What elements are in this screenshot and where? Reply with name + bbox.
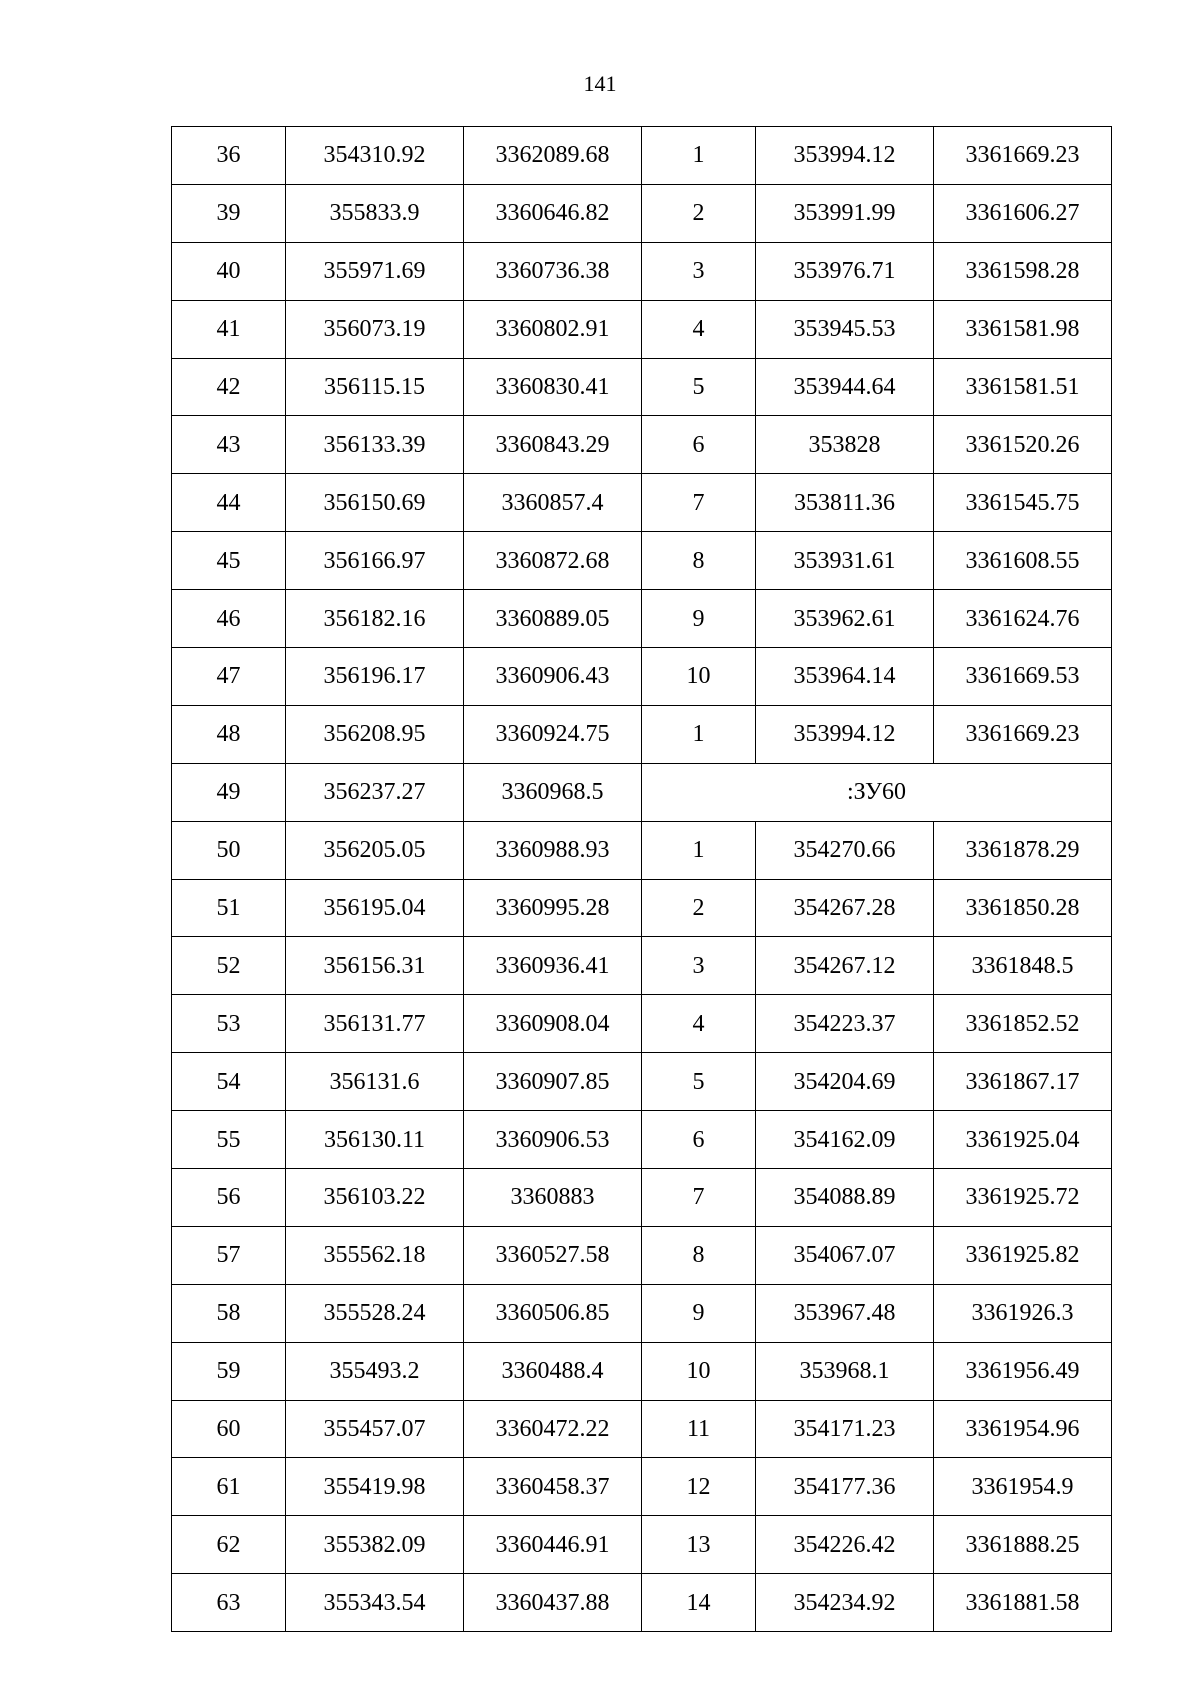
y-coordinate-cell: 3362089.68 <box>464 127 642 185</box>
point-number-cell: 13 <box>642 1516 756 1574</box>
y-coordinate-cell: 3360646.82 <box>464 184 642 242</box>
x-coordinate-cell: 355343.54 <box>286 1574 464 1632</box>
y-coordinate-cell: 3360995.28 <box>464 879 642 937</box>
x-coordinate-cell: 353968.1 <box>756 1342 934 1400</box>
page-number: 141 <box>583 71 617 96</box>
x-coordinate-cell: 354088.89 <box>756 1169 934 1227</box>
x-coordinate-cell: 354204.69 <box>756 1053 934 1111</box>
point-number-cell: 60 <box>172 1400 286 1458</box>
point-number-cell: 54 <box>172 1053 286 1111</box>
point-number-cell: 9 <box>642 590 756 648</box>
table-row <box>172 127 1112 185</box>
table-row <box>172 1284 1112 1342</box>
y-coordinate-cell: 3361852.52 <box>934 995 1112 1053</box>
table-row <box>172 1226 1112 1284</box>
y-coordinate-cell: 3361669.53 <box>934 648 1112 706</box>
table-row <box>172 1458 1112 1516</box>
x-coordinate-cell: 353964.14 <box>756 648 934 706</box>
table-row <box>172 474 1112 532</box>
x-coordinate-cell: 356208.95 <box>286 705 464 763</box>
y-coordinate-cell: 3361598.28 <box>934 242 1112 300</box>
point-number-cell: 5 <box>642 358 756 416</box>
point-number-cell: 52 <box>172 937 286 995</box>
x-coordinate-cell: 355493.2 <box>286 1342 464 1400</box>
y-coordinate-cell: 3360506.85 <box>464 1284 642 1342</box>
coordinates-table-body <box>172 127 1112 1632</box>
x-coordinate-cell: 356205.05 <box>286 821 464 879</box>
table-row <box>172 242 1112 300</box>
table-row <box>172 1574 1112 1632</box>
point-number-cell: 49 <box>172 763 286 821</box>
coordinates-table <box>171 126 1112 1632</box>
table-row <box>172 416 1112 474</box>
table-row <box>172 1053 1112 1111</box>
x-coordinate-cell: 354234.92 <box>756 1574 934 1632</box>
x-coordinate-cell: 354267.12 <box>756 937 934 995</box>
x-coordinate-cell: 354067.07 <box>756 1226 934 1284</box>
x-coordinate-cell: 355419.98 <box>286 1458 464 1516</box>
table-row <box>172 590 1112 648</box>
x-coordinate-cell: 356103.22 <box>286 1169 464 1227</box>
x-coordinate-cell: 353994.12 <box>756 705 934 763</box>
y-coordinate-cell: 3360472.22 <box>464 1400 642 1458</box>
x-coordinate-cell: 353944.64 <box>756 358 934 416</box>
y-coordinate-cell: 3360988.93 <box>464 821 642 879</box>
point-number-cell: 61 <box>172 1458 286 1516</box>
y-coordinate-cell: 3361669.23 <box>934 705 1112 763</box>
y-coordinate-cell: 3361926.3 <box>934 1284 1112 1342</box>
y-coordinate-cell: 3361606.27 <box>934 184 1112 242</box>
y-coordinate-cell: 3360889.05 <box>464 590 642 648</box>
y-coordinate-cell: 3361925.04 <box>934 1111 1112 1169</box>
point-number-cell: 6 <box>642 1111 756 1169</box>
point-number-cell: 55 <box>172 1111 286 1169</box>
y-coordinate-cell: 3361956.49 <box>934 1342 1112 1400</box>
y-coordinate-cell: 3361669.23 <box>934 127 1112 185</box>
x-coordinate-cell: 356133.39 <box>286 416 464 474</box>
y-coordinate-cell: 3360488.4 <box>464 1342 642 1400</box>
x-coordinate-cell: 354223.37 <box>756 995 934 1053</box>
y-coordinate-cell: 3360437.88 <box>464 1574 642 1632</box>
y-coordinate-cell: 3361608.55 <box>934 532 1112 590</box>
table-row <box>172 763 1112 821</box>
table-row <box>172 1342 1112 1400</box>
x-coordinate-cell: 353945.53 <box>756 300 934 358</box>
y-coordinate-cell: 3361878.29 <box>934 821 1112 879</box>
table-row <box>172 358 1112 416</box>
y-coordinate-cell: 3360872.68 <box>464 532 642 590</box>
table-row <box>172 648 1112 706</box>
point-number-cell: 6 <box>642 416 756 474</box>
point-number-cell: 8 <box>642 1226 756 1284</box>
y-coordinate-cell: 3361520.26 <box>934 416 1112 474</box>
table-row <box>172 300 1112 358</box>
point-number-cell: 2 <box>642 879 756 937</box>
x-coordinate-cell: 355971.69 <box>286 242 464 300</box>
x-coordinate-cell: 353931.61 <box>756 532 934 590</box>
y-coordinate-cell: 3361888.25 <box>934 1516 1112 1574</box>
x-coordinate-cell: 353962.61 <box>756 590 934 648</box>
point-number-cell: 36 <box>172 127 286 185</box>
y-coordinate-cell: 3360736.38 <box>464 242 642 300</box>
point-number-cell: 46 <box>172 590 286 648</box>
point-number-cell: 10 <box>642 1342 756 1400</box>
table-row <box>172 821 1112 879</box>
x-coordinate-cell: 354171.23 <box>756 1400 934 1458</box>
y-coordinate-cell: 3361624.76 <box>934 590 1112 648</box>
point-number-cell: 4 <box>642 300 756 358</box>
y-coordinate-cell: 3360446.91 <box>464 1516 642 1574</box>
point-number-cell: 7 <box>642 474 756 532</box>
parcel-label-cell: :ЗУ60 <box>642 763 1112 821</box>
point-number-cell: 3 <box>642 937 756 995</box>
point-number-cell: 59 <box>172 1342 286 1400</box>
y-coordinate-cell: 3360906.43 <box>464 648 642 706</box>
point-number-cell: 44 <box>172 474 286 532</box>
x-coordinate-cell: 355382.09 <box>286 1516 464 1574</box>
x-coordinate-cell: 356073.19 <box>286 300 464 358</box>
y-coordinate-cell: 3360527.58 <box>464 1226 642 1284</box>
point-number-cell: 1 <box>642 821 756 879</box>
point-number-cell: 2 <box>642 184 756 242</box>
y-coordinate-cell: 3361850.28 <box>934 879 1112 937</box>
x-coordinate-cell: 356156.31 <box>286 937 464 995</box>
point-number-cell: 63 <box>172 1574 286 1632</box>
point-number-cell: 48 <box>172 705 286 763</box>
y-coordinate-cell: 3360936.41 <box>464 937 642 995</box>
point-number-cell: 42 <box>172 358 286 416</box>
y-coordinate-cell: 3360843.29 <box>464 416 642 474</box>
y-coordinate-cell: 3361581.98 <box>934 300 1112 358</box>
point-number-cell: 1 <box>642 705 756 763</box>
y-coordinate-cell: 3360458.37 <box>464 1458 642 1516</box>
point-number-cell: 56 <box>172 1169 286 1227</box>
x-coordinate-cell: 354226.42 <box>756 1516 934 1574</box>
point-number-cell: 53 <box>172 995 286 1053</box>
point-number-cell: 7 <box>642 1169 756 1227</box>
x-coordinate-cell: 354162.09 <box>756 1111 934 1169</box>
x-coordinate-cell: 355528.24 <box>286 1284 464 1342</box>
table-row <box>172 705 1112 763</box>
point-number-cell: 50 <box>172 821 286 879</box>
y-coordinate-cell: 3360857.4 <box>464 474 642 532</box>
y-coordinate-cell: 3360907.85 <box>464 1053 642 1111</box>
x-coordinate-cell: 354270.66 <box>756 821 934 879</box>
point-number-cell: 51 <box>172 879 286 937</box>
table-row <box>172 1111 1112 1169</box>
x-coordinate-cell: 355457.07 <box>286 1400 464 1458</box>
x-coordinate-cell: 356131.6 <box>286 1053 464 1111</box>
table-row <box>172 532 1112 590</box>
x-coordinate-cell: 356166.97 <box>286 532 464 590</box>
point-number-cell: 58 <box>172 1284 286 1342</box>
y-coordinate-cell: 3361925.82 <box>934 1226 1112 1284</box>
y-coordinate-cell: 3360908.04 <box>464 995 642 1053</box>
table-row <box>172 879 1112 937</box>
x-coordinate-cell: 353994.12 <box>756 127 934 185</box>
y-coordinate-cell: 3360883 <box>464 1169 642 1227</box>
x-coordinate-cell: 356196.17 <box>286 648 464 706</box>
point-number-cell: 14 <box>642 1574 756 1632</box>
point-number-cell: 1 <box>642 127 756 185</box>
x-coordinate-cell: 356130.11 <box>286 1111 464 1169</box>
point-number-cell: 10 <box>642 648 756 706</box>
point-number-cell: 8 <box>642 532 756 590</box>
y-coordinate-cell: 3360830.41 <box>464 358 642 416</box>
x-coordinate-cell: 354267.28 <box>756 879 934 937</box>
point-number-cell: 43 <box>172 416 286 474</box>
x-coordinate-cell: 354310.92 <box>286 127 464 185</box>
x-coordinate-cell: 356150.69 <box>286 474 464 532</box>
y-coordinate-cell: 3361954.9 <box>934 1458 1112 1516</box>
point-number-cell: 41 <box>172 300 286 358</box>
y-coordinate-cell: 3361545.75 <box>934 474 1112 532</box>
point-number-cell: 62 <box>172 1516 286 1574</box>
table-row <box>172 937 1112 995</box>
x-coordinate-cell: 353811.36 <box>756 474 934 532</box>
x-coordinate-cell: 356131.77 <box>286 995 464 1053</box>
y-coordinate-cell: 3361848.5 <box>934 937 1112 995</box>
y-coordinate-cell: 3361867.17 <box>934 1053 1112 1111</box>
table-row <box>172 995 1112 1053</box>
point-number-cell: 12 <box>642 1458 756 1516</box>
point-number-cell: 11 <box>642 1400 756 1458</box>
point-number-cell: 39 <box>172 184 286 242</box>
table-row <box>172 1516 1112 1574</box>
x-coordinate-cell: 353976.71 <box>756 242 934 300</box>
x-coordinate-cell: 353967.48 <box>756 1284 934 1342</box>
point-number-cell: 9 <box>642 1284 756 1342</box>
y-coordinate-cell: 3361925.72 <box>934 1169 1112 1227</box>
x-coordinate-cell: 356195.04 <box>286 879 464 937</box>
point-number-cell: 57 <box>172 1226 286 1284</box>
point-number-cell: 5 <box>642 1053 756 1111</box>
y-coordinate-cell: 3360802.91 <box>464 300 642 358</box>
x-coordinate-cell: 353991.99 <box>756 184 934 242</box>
x-coordinate-cell: 356115.15 <box>286 358 464 416</box>
point-number-cell: 47 <box>172 648 286 706</box>
y-coordinate-cell: 3361581.51 <box>934 358 1112 416</box>
point-number-cell: 40 <box>172 242 286 300</box>
x-coordinate-cell: 355562.18 <box>286 1226 464 1284</box>
y-coordinate-cell: 3360906.53 <box>464 1111 642 1169</box>
table-row <box>172 184 1112 242</box>
point-number-cell: 3 <box>642 242 756 300</box>
point-number-cell: 4 <box>642 995 756 1053</box>
y-coordinate-cell: 3361954.96 <box>934 1400 1112 1458</box>
x-coordinate-cell: 353828 <box>756 416 934 474</box>
y-coordinate-cell: 3361881.58 <box>934 1574 1112 1632</box>
table-row <box>172 1400 1112 1458</box>
x-coordinate-cell: 356237.27 <box>286 763 464 821</box>
y-coordinate-cell: 3360968.5 <box>464 763 642 821</box>
table-row <box>172 1169 1112 1227</box>
x-coordinate-cell: 354177.36 <box>756 1458 934 1516</box>
y-coordinate-cell: 3360924.75 <box>464 705 642 763</box>
x-coordinate-cell: 356182.16 <box>286 590 464 648</box>
point-number-cell: 45 <box>172 532 286 590</box>
x-coordinate-cell: 355833.9 <box>286 184 464 242</box>
